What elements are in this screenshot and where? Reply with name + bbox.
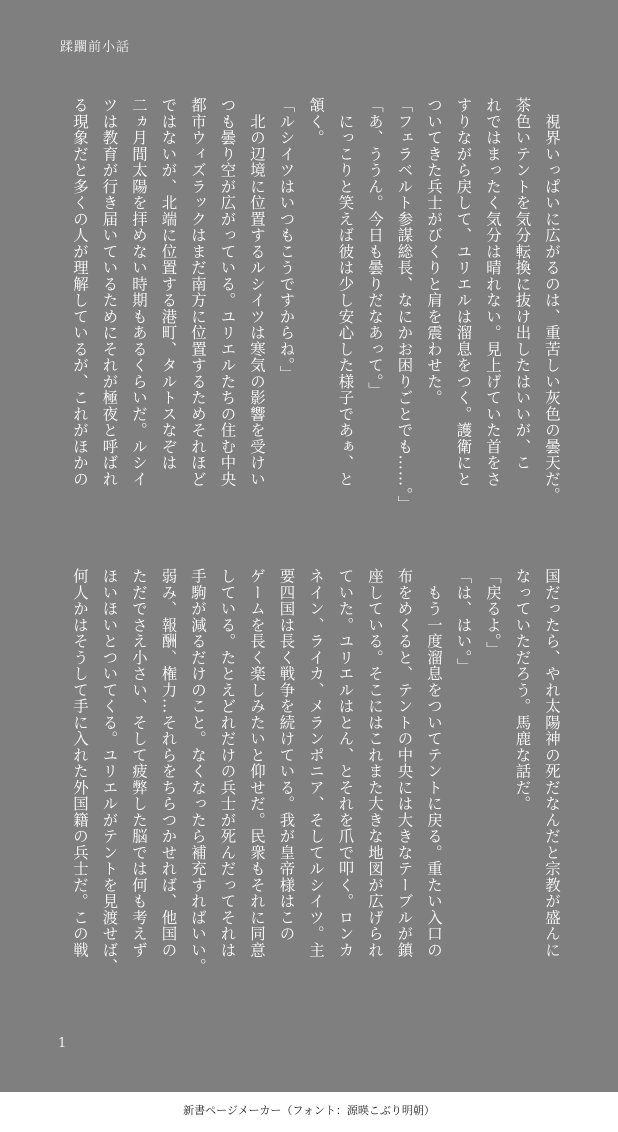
text-line: 「は、はい。」	[454, 568, 473, 675]
text-line: ほいほいとついてくる。ユリエルがテントを見渡せば、	[100, 568, 119, 975]
text-line: なっていただろう。馬鹿な話だ。	[513, 568, 532, 812]
text-line: 「ルシイツはいつもこうですからね。」	[277, 97, 296, 382]
text-line: ただでさえ小さい、そして疲弊した脳では何も考えず	[130, 568, 148, 958]
page-number: 1	[58, 1036, 67, 1051]
text-line: 「あ、ううん。今日も曇りだなあって。」	[366, 97, 384, 399]
text-line: 座している。そこにはこれまた大きな地図が広げられ	[366, 568, 384, 958]
text-line: ネイン、ライカ、メランポニア、そしてルシイツ。主	[307, 568, 325, 958]
text-line: ツは教育が行き届いているためにそれが極夜と呼ばれ	[100, 97, 119, 487]
text-line: 手駒が減るだけのこと。なくなったら補充すればいい。	[189, 568, 207, 975]
text-line: つも曇り空が広がっている。ユリエルたちの住む中央	[218, 97, 237, 487]
text-line: 視界いっぱいに広がるのは、重苦しい灰色の曇天だ。	[543, 97, 561, 504]
text-line: 要四国は長く戦争を続けている。我が皇帝様はこの	[277, 568, 296, 942]
text-line: 頷く。	[307, 97, 325, 146]
text-line: 北の辺境に位置するルシイツは寒気の影響を受けい	[248, 97, 266, 487]
text-line: している。たとえどれだけの兵士が死んだってそれは	[218, 568, 237, 958]
text-line: 布をめくると、テントの中央には大きなテーブルが鎮	[395, 568, 414, 958]
text-line: 国だったら、やれ太陽神の死だなんだと宗教が盛んに	[543, 568, 561, 958]
text-line: 二ヵ月間太陽を拝めない時期もあるくらいだ。ルシイ	[130, 97, 148, 487]
text-line: ではないが、北端に位置する港町、タルトスなぞは	[159, 97, 178, 471]
text-line: 「戻るよ。」	[484, 568, 502, 658]
text-line: 都市ウィズラックはまだ南方に位置するためそれほど	[189, 97, 207, 487]
text-line: 弱み、報酬、権力…それらをちらつかせれば、他国の	[159, 568, 178, 958]
text-block-upper	[65, 97, 567, 542]
running-title: 蹂躙前小話	[60, 40, 131, 55]
text-line: 茶色いテントを気分転換に抜け出したはいいが、こ	[513, 97, 532, 471]
text-line: ついてきた兵士がびくりと肩を震わせた。	[425, 97, 443, 406]
text-line: 何人かはそうして手に入れた外国籍の兵士だ。この戦	[71, 568, 89, 958]
text-line: ゲームを長く楽しみたいと仰せだ。民衆もそれに同意	[248, 568, 266, 958]
footer-credit: 新書ページメーカー（フォント：源暎こぶり明朝）	[183, 1104, 435, 1117]
text-line: すりながら戻して、ユリエルは溜息をつく。護衛にと	[454, 97, 473, 487]
text-line: る現象だと多くの人が理解しているが、これがほかの	[71, 97, 89, 487]
text-line: もう一度溜息をついてテントに戻る。重たい入口の	[425, 568, 443, 958]
text-block-lower	[65, 568, 567, 1013]
text-line: れではまったく気分は晴れない。見上げていた首をさ	[484, 97, 502, 487]
text-line: にっこりと笑えば彼は少し安心した様子であぁ、と	[336, 97, 355, 487]
text-line: ていた。ユリエルはとん、とそれを爪で叩く。ロンカ	[336, 568, 355, 958]
text-line: 「フェラベルト参謀総長、なにかお困りごとでも……。」	[395, 97, 414, 512]
